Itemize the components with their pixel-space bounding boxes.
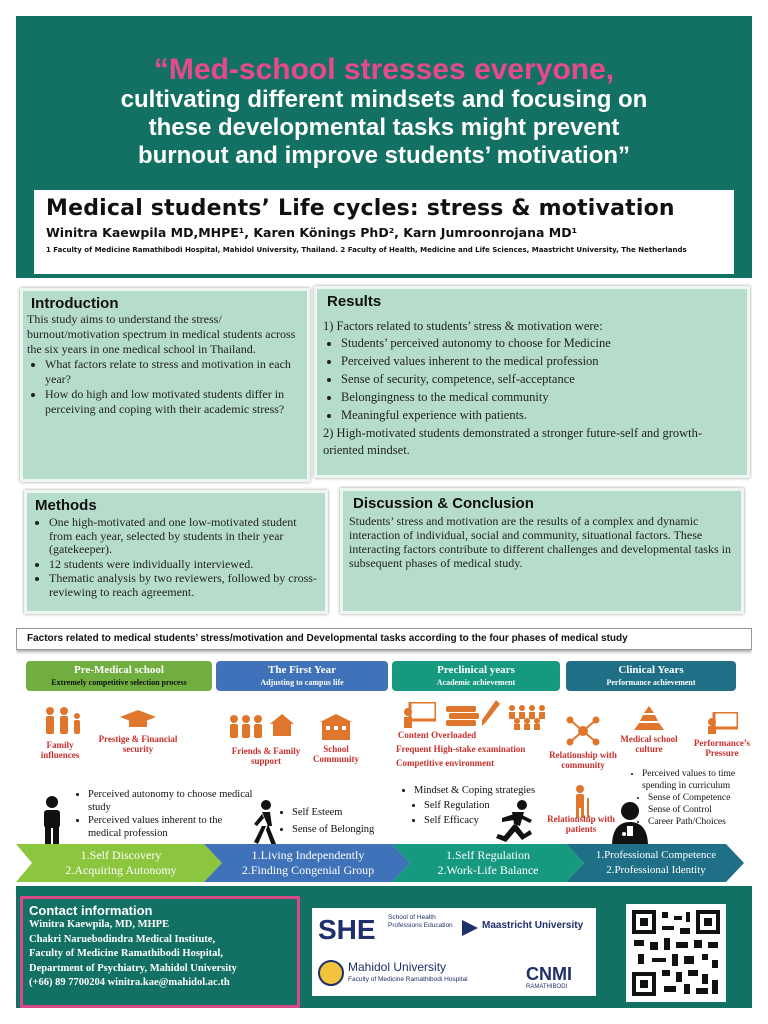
friends-icon: [226, 714, 266, 740]
introduction-box: [20, 288, 310, 482]
introduction-list: [45, 357, 303, 416]
contact-line: Department of Psychiatry, Mahidol University: [29, 962, 237, 974]
phase-clinical: [566, 661, 736, 691]
list-item: • Belongingness to the medical community: [341, 389, 741, 406]
relpatients-label: Relationship with patients: [547, 814, 615, 834]
introduction-heading: Introduction: [31, 295, 119, 312]
quote-line-4: burnout and improve students’ motivation”: [137, 142, 631, 169]
introduction-text: This study aims to understand the stress/ burnout/motivation spectrum in medical students across the six years in one medical school in Thailand.: [27, 312, 296, 356]
logos-panel: [312, 908, 596, 996]
family-icon: [42, 706, 86, 736]
content-label: Content Overloaded: [397, 730, 477, 740]
network-icon: [566, 716, 600, 746]
mahidol-sub: Faculty of Medicine Ramathibodi Hospital: [348, 976, 468, 983]
presentation-icon: [404, 702, 436, 728]
list-item: • How do high and low motivated students differ in perceiving and coping with their academic stress?: [45, 387, 303, 416]
cnmi-logo: CNMI: [526, 964, 572, 984]
methods-heading: Methods: [35, 497, 97, 514]
school-label: School Community: [312, 744, 359, 764]
affiliations: 1 Faculty of Medicine Ramathibodi Hospital, Mahidol University, Thailand. 2 Faculty of Health, Medicine and Life Sciences, Maastricht University, The Netherlands: [46, 246, 687, 254]
list-item: • Sense of Control: [648, 804, 752, 816]
task-4: [576, 844, 736, 882]
list-item: • Sense of security, competence, self-acceptance: [341, 371, 741, 388]
phase-sub: Extremely competitive selection process: [51, 678, 187, 687]
pyramid-icon: [634, 706, 664, 730]
factors-banner: Factors related to medical students’ stress/motivation and Developmental tasks according to the four phases of medical study: [16, 628, 752, 650]
poster-title: Medical students’ Life cycles: stress & motivation: [46, 196, 675, 221]
phase-name: Clinical Years: [618, 664, 684, 676]
mahidol-seal-icon: [318, 960, 344, 986]
task-line: 2.Finding Congenial Group: [241, 863, 375, 877]
list-item: • Self Efficacy: [424, 814, 570, 827]
results-box: [314, 286, 750, 478]
contact-line: (+66) 89 7700204 winitra.kae@mahidol.ac.th: [29, 977, 230, 988]
list-item: • One high-motivated and one low-motivated student from each year, selected by students in their year (gatekeeper).: [49, 516, 321, 557]
mahidol-text: Mahidol University: [348, 960, 447, 974]
maastricht-text: Maastricht University: [482, 920, 584, 931]
task-line: 1.Living Independently: [251, 848, 365, 862]
phase-sub: Performance achievement: [606, 678, 696, 687]
quote-line-1: “Med-school stresses everyone,: [153, 53, 615, 86]
list-item: • Sense of Belonging: [292, 823, 408, 836]
phase-sub: Academic achievement: [436, 678, 516, 687]
results-intro: 1) Factors related to students’ stress & motivation were:: [323, 319, 603, 333]
phase-name: Pre-Medical school: [74, 664, 164, 676]
pressure-label: Performance’s Pressure: [693, 738, 751, 758]
headline-quote: [16, 54, 752, 170]
results-list: [341, 335, 741, 424]
poster: [16, 16, 752, 1008]
prestige-label: Prestige & Financial security: [98, 734, 178, 754]
contact-line: Winitra Kaewpila, MD, MHPE: [29, 919, 170, 930]
list-item: • Students’ perceived autonomy to choose for Medicine: [341, 335, 741, 352]
phase-sub: Adjusting to campus life: [260, 678, 344, 687]
contact-heading: Contact information: [29, 903, 153, 918]
task-1: [36, 844, 206, 882]
list-item: • 12 students were individually interviewed.: [49, 558, 321, 572]
list-item: • Sense of Competence: [648, 792, 752, 804]
family-label: Family influences: [40, 740, 80, 760]
list-item: • Mindset & Coping strategies: [414, 784, 570, 797]
books-icon: [446, 704, 482, 728]
discussion-text: Students’ stress and motivation are the results of a complex and dynamic interaction of individual, social and community, situational factors. These interacting factors contribute to different challenges and developmental tasks in subsequent phases of medical study.: [349, 514, 731, 570]
list-item: • Thematic analysis by two reviewers, followed by cross-reviewing to reach agreement.: [49, 572, 321, 599]
list-item: • Perceived values inherent to the medical profession: [341, 353, 741, 370]
school-icon: [320, 714, 352, 740]
phase-pre-medical: [26, 661, 212, 691]
task-line: 2.Professional Identity: [606, 864, 706, 876]
results-heading: Results: [327, 293, 382, 310]
list-item: • Perceived values to time spending in curriculum: [642, 768, 752, 792]
contact-line: Faculty of Medicine Ramathibodi Hospital,: [29, 948, 223, 959]
authors: Winitra Kaewpila MD,MHPE¹, Karen Könings PhD², Karn Jumroonrojana MD¹: [46, 225, 578, 240]
list-item: • Meaningful experience with patients.: [341, 407, 741, 424]
person-icon: [38, 796, 66, 844]
graduation-cap-icon: [120, 710, 156, 730]
list-item: • Career Path/Choices: [648, 816, 752, 828]
house-icon: [270, 714, 294, 736]
title-box: [34, 190, 734, 274]
list-item: • Self Esteem: [292, 806, 408, 819]
list-item: • Self Regulation: [424, 799, 570, 812]
first-year-block: [278, 806, 408, 836]
task-line: 1.Self Regulation: [446, 848, 530, 862]
phase-name: The First Year: [267, 664, 337, 676]
clinical-block: [628, 768, 752, 828]
she-logo: SHE: [318, 914, 376, 945]
task-2: [222, 844, 394, 882]
relcommunity-label: Relationship with community: [549, 750, 617, 770]
phase-preclinical: [392, 661, 560, 691]
list-item: • Perceived values inherent to the medical profession: [88, 814, 254, 840]
discussion-heading: Discussion & Conclusion: [353, 495, 534, 512]
results-outro: 2) High-motivated students demonstrated a stronger future-self and growth-oriented mindset.: [323, 426, 703, 457]
exam-label: Frequent High-stake examination: [396, 744, 526, 754]
list-item: • Perceived autonomy to choose medical study: [88, 788, 254, 814]
list-item: • What factors relate to stress and motivation in each year?: [45, 357, 303, 386]
task-line: 2.Acquiring Autonomy: [65, 863, 177, 877]
task-line: 1.Professional Competence: [595, 849, 717, 861]
task-3: [406, 844, 570, 882]
phase-first-year: [216, 661, 388, 691]
maastricht-logo-icon: [462, 920, 478, 936]
task-line: 2.Work-Life Balance: [437, 863, 539, 877]
competitive-label: Competitive environment: [396, 758, 495, 768]
pre-medical-block: [74, 788, 254, 840]
pencil-icon: [482, 700, 500, 726]
contact-line: Chakri Naruebodindra Medical Institute,: [29, 933, 216, 945]
qr-code: [626, 904, 726, 1002]
cnmi-sub: RAMATHIBODI: [526, 984, 568, 990]
crowd-icon: [506, 704, 546, 730]
phase-name: Preclinical years: [437, 664, 515, 676]
culture-label: Medical school culture: [620, 734, 678, 754]
methods-list: [49, 516, 321, 599]
performance-board-icon: [708, 712, 738, 734]
contact-box: [20, 896, 300, 1008]
preclinical-block: [400, 784, 570, 827]
quote-line-3: these developmental tasks might prevent: [148, 114, 620, 141]
discussion-box: [340, 488, 744, 614]
quote-line-2: cultivating different mindsets and focusing on: [120, 86, 648, 113]
friends-label: Friends & Family support: [231, 746, 301, 766]
methods-box: [24, 490, 328, 614]
she-text: School of Health Professions Education: [388, 914, 453, 929]
qr-code-icon: [632, 910, 720, 996]
task-line: 1.Self Discovery: [80, 848, 162, 862]
